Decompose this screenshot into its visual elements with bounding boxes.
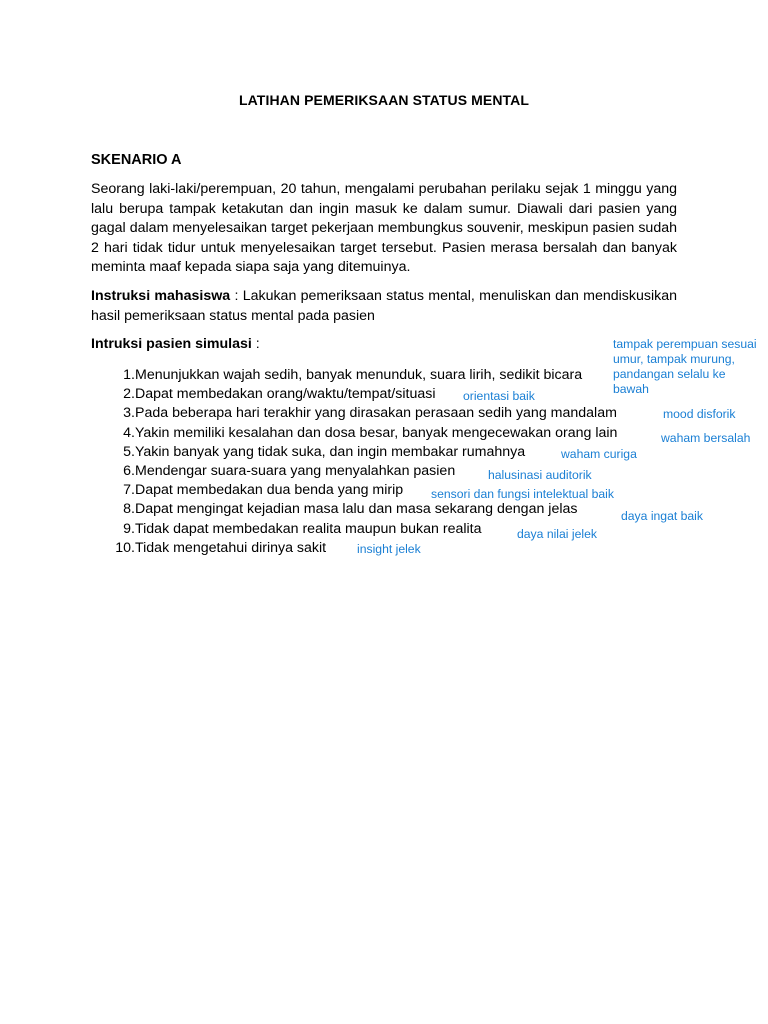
scenario-heading: SKENARIO A	[91, 152, 182, 168]
list-item	[91, 366, 617, 385]
list-item	[91, 424, 617, 443]
list-item	[91, 500, 617, 519]
list-item-number: 10.	[115, 539, 135, 556]
list-item-number: 3.	[123, 405, 135, 422]
annotation-note: orientasi baik	[463, 389, 535, 403]
simulasi-label: Intruksi pasien simulasi	[91, 336, 252, 352]
instruksi-paragraph	[91, 287, 677, 326]
list-item-text: Menunjukkan wajah sedih, banyak menunduk, suara lirih, sedikit bicara	[135, 367, 583, 383]
scenario-text: Seorang laki-laki/perempuan, 20 tahun, mengalami perubahan perilaku sejak 1 minggu yang lalu berupa tampak ketakutan dan ingin masuk ke dalam sumur. Diawali dari pasien yang gagal dalam menyelesaikan target pekerjaan membungkus souvenir, meskipun pasien sudah 2 hari tidak tidur untuk menyelesaikan target tersebut. Pasien merasa bersalah dan banyak meminta maaf kepada siapa saja yang ditemuinya.	[91, 181, 677, 275]
list-item-number: 6.	[123, 462, 135, 479]
list-item-text: Dapat mengingat kejadian masa lalu dan masa sekarang dengan jelas	[135, 501, 578, 518]
list-item-text: Dapat membedakan dua benda yang mirip	[135, 482, 404, 499]
list-item-number: 5.	[123, 443, 135, 460]
list-item-number: 1.	[123, 367, 135, 383]
list-item-text: Mendengar suara-suara yang menyalahkan pasien	[135, 462, 456, 479]
annotation-note: daya ingat baik	[621, 509, 703, 523]
annotation-note: waham curiga	[561, 447, 637, 461]
simulasi-heading	[91, 336, 260, 352]
simulasi-suffix: :	[251, 336, 260, 352]
annotation-note: daya nilai jelek	[517, 527, 597, 541]
list-item-text: Yakin banyak yang tidak suka, dan ingin membakar rumahnya	[135, 443, 526, 460]
list-item	[91, 385, 617, 404]
page-title: LATIHAN PEMERIKSAAN STATUS MENTAL	[238, 92, 530, 108]
instruksi-label: Instruksi mahasiswa	[91, 288, 231, 304]
annotation-note: tampak perempuan sesuai umur, tampak murung, pandangan selalu ke bawah	[613, 337, 757, 396]
list-item-number: 8.	[123, 501, 135, 518]
list-item-number: 4.	[123, 424, 135, 441]
list-item	[91, 443, 617, 462]
list-item-text: Yakin memiliki kesalahan dan dosa besar, banyak mengecewakan orang lain	[135, 424, 618, 441]
list-item-number: 7.	[123, 482, 135, 499]
annotation-note: mood disforik	[663, 407, 736, 421]
annotation-note: sensori dan fungsi intelektual baik	[431, 487, 614, 501]
list-item	[91, 404, 617, 423]
list-item-number: 9.	[123, 520, 135, 537]
instruksi-text: : Lakukan pemeriksaan status mental, menuliskan dan mendiskusikan hasil pemeriksaan status mental pada pasien	[91, 288, 677, 324]
list-item-text: Tidak mengetahui dirinya sakit	[135, 539, 327, 556]
list-item-text: Dapat membedakan orang/waktu/tempat/situasi	[135, 386, 436, 403]
annotation-note: waham bersalah	[661, 431, 751, 445]
list-item-text: Pada beberapa hari terakhir yang dirasakan perasaan sedih yang mandalam	[135, 405, 617, 422]
annotation-note: halusinasi auditorik	[488, 468, 592, 482]
list-item-text: Tidak dapat membedakan realita maupun bukan realita	[135, 520, 482, 537]
annotation-note: insight jelek	[357, 542, 421, 556]
list-item-number: 2.	[123, 386, 135, 403]
